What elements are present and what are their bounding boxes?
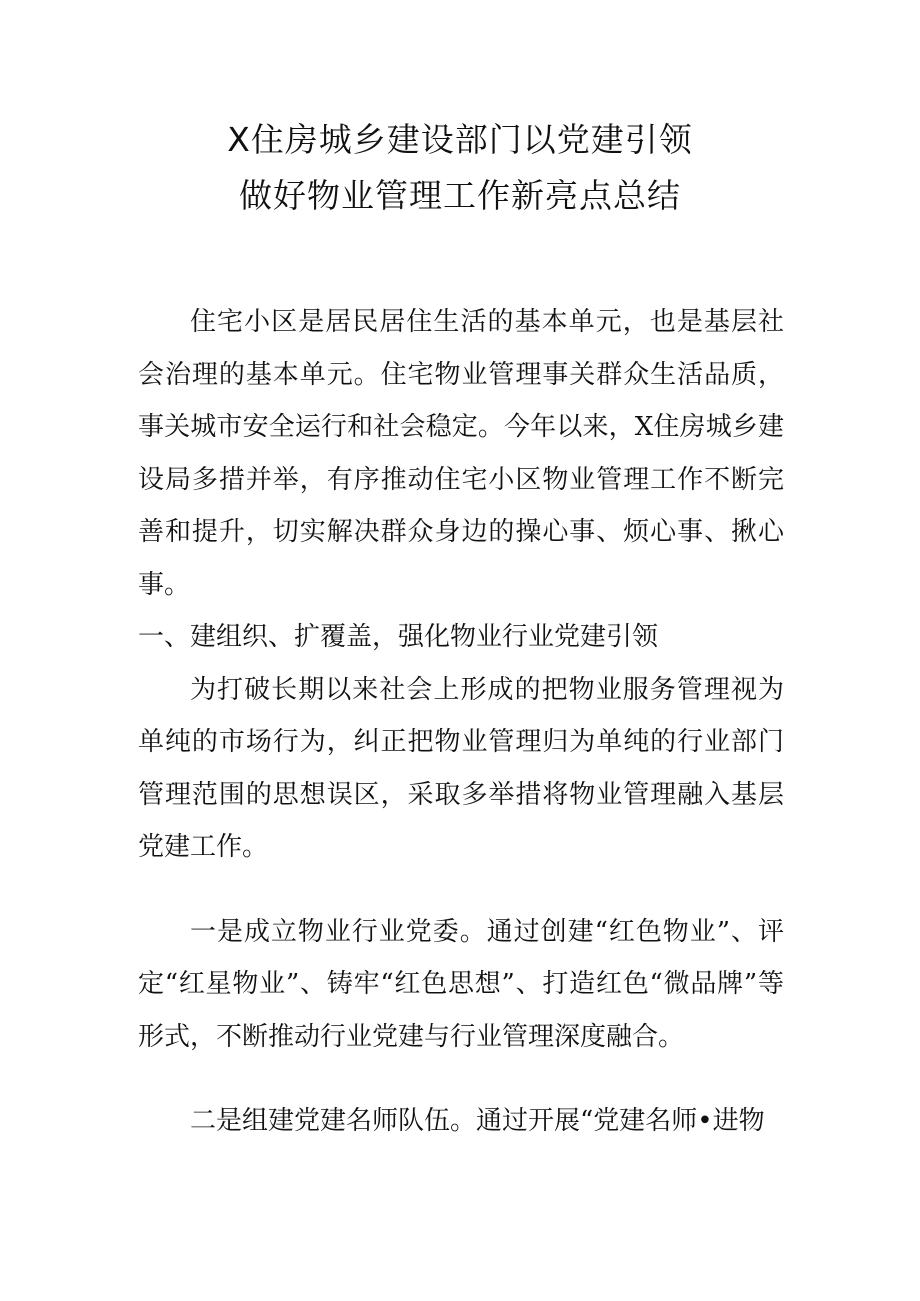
title-line-2: 做好物业管理工作新亮点总结 xyxy=(239,176,681,215)
document-body xyxy=(138,296,784,1148)
point-1-paragraph: 一是成立物业行业党委。通过创建“红色物业”、评定“红星物业”、铸牢“红色思想”、打造红色“微品牌”等形式，不断推动行业党建与行业管理深度融合。 xyxy=(138,916,784,1052)
point-2-paragraph: 二是组建党建名师队伍。通过开展“党建名师•进物 xyxy=(190,1106,765,1136)
document-title xyxy=(0,112,920,224)
section-heading-1: 一、建组织、扩覆盖，强化物业行业党建引领 xyxy=(138,622,659,652)
title-line-1: X住房城乡建设部门以党建引领 xyxy=(227,120,693,159)
section1-intro-paragraph: 为打破长期以来社会上形成的把物业服务管理视为单纯的市场行为，纠正把物业管理归为单纯的行业部门管理范围的思想误区，采取多举措将物业管理融入基层党建工作。 xyxy=(138,674,784,862)
intro-paragraph: 住宅小区是居民居住生活的基本单元，也是基层社会治理的基本单元。住宅物业管理事关群众生活品质，事关城市安全运行和社会稳定。今年以来，X住房城乡建设局多措并举，有序推动住宅小区物业管理工作不断完善和提升，切实解决群众身边的操心事、烦心事、揪心事。 xyxy=(138,307,784,600)
